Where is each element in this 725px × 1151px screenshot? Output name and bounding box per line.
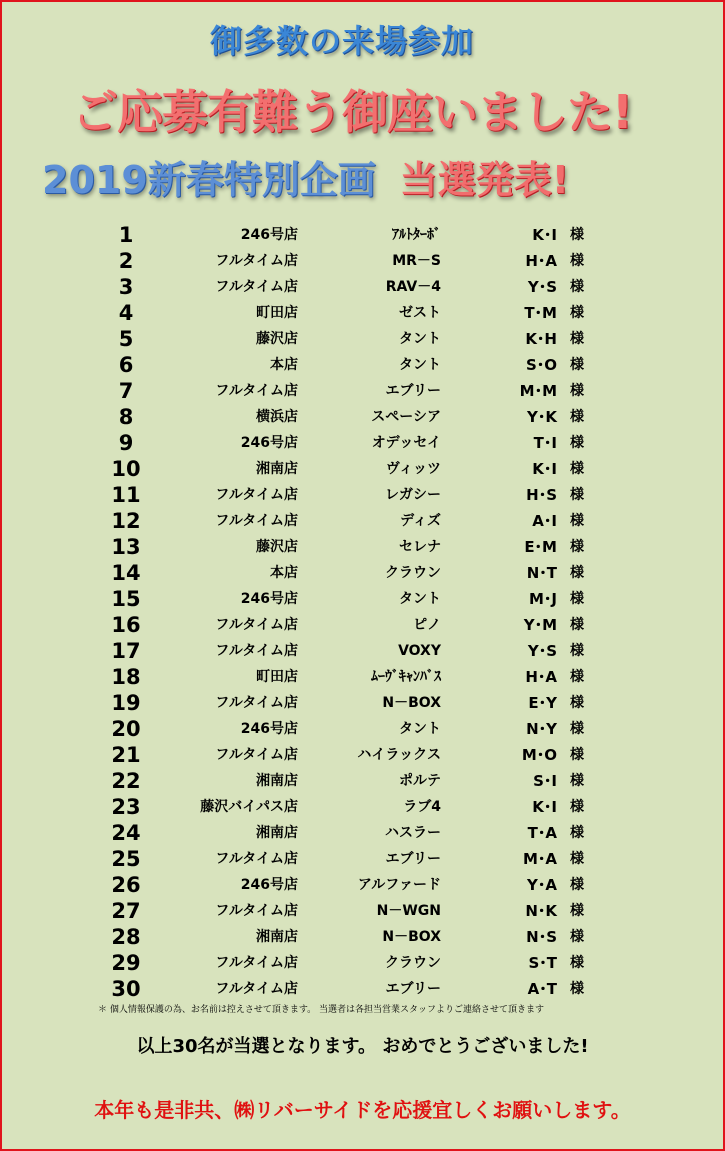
winner-car: N－BOX: [382, 695, 441, 711]
winner-row: [2, 534, 723, 560]
winner-number: 12: [111, 509, 141, 533]
winner-initials: T･I: [533, 434, 557, 452]
winner-car: ラブ4: [403, 799, 441, 815]
winner-row: [2, 638, 723, 664]
winner-row: [2, 326, 723, 352]
winner-store: 246号店: [240, 877, 298, 893]
winner-store: 246号店: [240, 591, 298, 607]
winner-initials: M･A: [522, 850, 557, 868]
winner-store: フルタイム店: [215, 851, 298, 867]
winner-honorific: 様: [570, 695, 584, 711]
winner-car: スペーシア: [371, 409, 441, 425]
winner-honorific: 様: [570, 955, 584, 971]
winner-number: 9: [118, 431, 134, 455]
winner-store: フルタイム店: [215, 279, 298, 295]
winner-honorific: 様: [570, 591, 584, 607]
winner-initials: H･A: [525, 668, 557, 686]
winner-row: [2, 664, 723, 690]
winner-honorific: 様: [570, 487, 584, 503]
winner-number: 15: [111, 587, 141, 611]
winner-honorific: 様: [570, 409, 584, 425]
footer-message: 本年も是非共、㈱リバーサイドを応援宜しくお願いします。: [94, 1098, 631, 1122]
winner-honorific: 様: [570, 383, 584, 399]
winner-number: 2: [118, 249, 134, 273]
winner-car: レガシー: [385, 487, 441, 503]
winner-number: 29: [111, 951, 141, 975]
winner-number: 6: [118, 353, 134, 377]
winner-store: 湘南店: [256, 461, 298, 477]
winner-initials: M･M: [519, 382, 557, 400]
winner-number: 23: [111, 795, 141, 819]
winner-honorific: 様: [570, 539, 584, 555]
winner-store: 藤沢店: [256, 331, 298, 347]
winner-car: エブリー: [385, 383, 441, 399]
winner-car: VOXY: [398, 643, 441, 659]
winner-store: 246号店: [240, 721, 298, 737]
winner-car: ヴィッツ: [385, 461, 441, 477]
winner-car: ハイラックス: [357, 747, 441, 763]
closing-message: 以上30名が当選となります。 おめでとうございました!: [136, 1036, 589, 1057]
winner-initials: Y･S: [527, 278, 557, 296]
winner-store: 湘南店: [256, 929, 298, 945]
winner-car: N－WGN: [376, 903, 441, 919]
winner-number: 5: [118, 327, 134, 351]
winner-number: 3: [118, 275, 134, 299]
winner-honorific: 様: [570, 435, 584, 451]
winner-row: [2, 794, 723, 820]
winner-number: 25: [111, 847, 141, 871]
winner-number: 11: [111, 483, 141, 507]
winner-honorific: 様: [570, 253, 584, 269]
winner-honorific: 様: [570, 331, 584, 347]
winner-row: [2, 716, 723, 742]
winner-car: ｱﾙﾄﾀｰﾎﾞ: [392, 227, 441, 243]
winner-row: [2, 222, 723, 248]
winner-store: 本店: [270, 357, 298, 373]
winner-car: タント: [399, 331, 441, 347]
winner-initials: E･Y: [528, 694, 557, 712]
winner-store: 横浜店: [256, 409, 298, 425]
winner-store: フルタイム店: [215, 253, 298, 269]
winner-row: [2, 846, 723, 872]
winner-initials: E･M: [524, 538, 557, 556]
winner-number: 13: [111, 535, 141, 559]
winner-store: 町田店: [256, 669, 298, 685]
winner-row: [2, 248, 723, 274]
winner-row: [2, 352, 723, 378]
winner-number: 1: [118, 223, 134, 247]
privacy-note: ＊ 個人情報保護の為、お名前は控えさせて頂きます。 当選者は各担当営業スタッフよりご連絡させて頂きます: [98, 1005, 545, 1015]
winner-number: 26: [111, 873, 141, 897]
winner-row: [2, 976, 723, 1002]
winner-number: 10: [111, 457, 141, 481]
winner-honorific: 様: [570, 799, 584, 815]
winner-number: 4: [118, 301, 134, 325]
winner-honorific: 様: [570, 565, 584, 581]
winners-list: [2, 222, 723, 1002]
winner-number: 22: [111, 769, 141, 793]
winner-honorific: 様: [570, 981, 584, 997]
winner-honorific: 様: [570, 877, 584, 893]
winner-initials: H･A: [525, 252, 557, 270]
winner-car: タント: [399, 721, 441, 737]
winner-store: フルタイム店: [215, 695, 298, 711]
winner-row: [2, 820, 723, 846]
winner-initials: K･I: [532, 460, 557, 478]
winner-car: セレナ: [399, 539, 441, 555]
winner-initials: T･A: [527, 824, 557, 842]
winner-row: [2, 872, 723, 898]
winner-store: 246号店: [240, 435, 298, 451]
winner-row: [2, 378, 723, 404]
winner-car: ハスラー: [385, 825, 441, 841]
winner-honorific: 様: [570, 929, 584, 945]
winner-honorific: 様: [570, 773, 584, 789]
winner-number: 27: [111, 899, 141, 923]
winner-store: フルタイム店: [215, 643, 298, 659]
winner-honorific: 様: [570, 305, 584, 321]
winner-honorific: 様: [570, 903, 584, 919]
winner-store: 本店: [270, 565, 298, 581]
winner-store: 藤沢店: [256, 539, 298, 555]
winner-initials: H･S: [526, 486, 557, 504]
winner-number: 17: [111, 639, 141, 663]
winner-honorific: 様: [570, 643, 584, 659]
winner-car: ゼスト: [399, 305, 441, 321]
winner-honorific: 様: [570, 747, 584, 763]
winner-car: ディズ: [400, 513, 441, 529]
winner-number: 18: [111, 665, 141, 689]
winner-initials: N･T: [526, 564, 557, 582]
winner-store: フルタイム店: [215, 747, 298, 763]
winner-car: タント: [399, 357, 441, 373]
winner-number: 30: [111, 977, 141, 1001]
winner-store: フルタイム店: [215, 617, 298, 633]
winner-car: MR－S: [392, 253, 441, 269]
winner-initials: S･T: [528, 954, 557, 972]
winner-store: フルタイム店: [215, 487, 298, 503]
winner-row: [2, 274, 723, 300]
winner-row: [2, 690, 723, 716]
winner-initials: K･H: [525, 330, 557, 348]
winner-initials: N･S: [526, 928, 557, 946]
winner-car: ポルテ: [399, 773, 441, 789]
winner-store: フルタイム店: [215, 955, 298, 971]
winner-number: 16: [111, 613, 141, 637]
winner-row: [2, 742, 723, 768]
winner-car: オデッセイ: [371, 435, 441, 451]
winner-car: タント: [399, 591, 441, 607]
winner-row: [2, 950, 723, 976]
winner-row: [2, 612, 723, 638]
winner-honorific: 様: [570, 617, 584, 633]
winner-car: エブリー: [385, 981, 441, 997]
winner-number: 28: [111, 925, 141, 949]
winner-initials: Y･M: [523, 616, 557, 634]
winner-initials: M･O: [521, 746, 557, 764]
winner-initials: T･M: [524, 304, 557, 322]
winner-row: [2, 560, 723, 586]
winner-number: 21: [111, 743, 141, 767]
winner-row: [2, 924, 723, 950]
winner-number: 8: [118, 405, 134, 429]
header-line-1: 御多数の来場参加: [209, 22, 474, 60]
winner-honorific: 様: [570, 513, 584, 529]
winner-initials: A･I: [532, 512, 557, 530]
winner-row: [2, 300, 723, 326]
winner-honorific: 様: [570, 461, 584, 477]
winner-honorific: 様: [570, 669, 584, 685]
winner-initials: N･K: [525, 902, 557, 920]
winner-car: ピノ: [413, 617, 441, 633]
winner-honorific: 様: [570, 279, 584, 295]
winner-row: [2, 508, 723, 534]
winner-store: 湘南店: [256, 773, 298, 789]
winner-honorific: 様: [570, 825, 584, 841]
winner-store: 藤沢バイパス店: [200, 799, 298, 815]
winner-car: クラウン: [385, 565, 441, 581]
winner-car: RAV－4: [385, 279, 441, 295]
winner-initials: N･Y: [526, 720, 557, 738]
winners-announcement-title: 当選発表!: [399, 158, 570, 202]
winner-row: [2, 456, 723, 482]
header-line-3: [42, 149, 569, 204]
winner-number: 14: [111, 561, 141, 585]
winner-store: フルタイム店: [215, 903, 298, 919]
campaign-title: 2019新春特別企画: [42, 158, 376, 202]
winner-number: 7: [118, 379, 134, 403]
winner-number: 19: [111, 691, 141, 715]
winner-row: [2, 404, 723, 430]
winner-honorific: 様: [570, 721, 584, 737]
winner-initials: Y･K: [527, 408, 557, 426]
winner-honorific: 様: [570, 851, 584, 867]
winner-car: N－BOX: [382, 929, 441, 945]
winner-store: 町田店: [256, 305, 298, 321]
winner-store: フルタイム店: [215, 383, 298, 399]
winner-initials: Y･A: [527, 876, 557, 894]
winner-initials: K･I: [532, 226, 557, 244]
winner-store: 湘南店: [256, 825, 298, 841]
winner-car: アルファード: [357, 877, 441, 893]
winner-number: 20: [111, 717, 141, 741]
header-line-2: ご応募有難う御座いました!: [72, 85, 632, 139]
winner-initials: S･O: [525, 356, 557, 374]
winner-row: [2, 482, 723, 508]
winner-row: [2, 430, 723, 456]
winner-initials: M･J: [528, 590, 557, 608]
winner-initials: S･I: [533, 772, 557, 790]
winner-car: エブリー: [385, 851, 441, 867]
winner-row: [2, 898, 723, 924]
winner-number: 24: [111, 821, 141, 845]
winner-initials: Y･S: [527, 642, 557, 660]
winner-row: [2, 586, 723, 612]
winner-honorific: 様: [570, 357, 584, 373]
winner-store: フルタイム店: [215, 513, 298, 529]
winner-row: [2, 768, 723, 794]
winner-car: クラウン: [385, 955, 441, 971]
winner-car: ﾑｰｳﾞｷｬﾝﾊﾞｽ: [371, 669, 441, 685]
winner-honorific: 様: [570, 227, 584, 243]
winner-store: フルタイム店: [215, 981, 298, 997]
winner-store: 246号店: [240, 227, 298, 243]
winner-initials: A･T: [527, 980, 557, 998]
winner-initials: K･I: [532, 798, 557, 816]
